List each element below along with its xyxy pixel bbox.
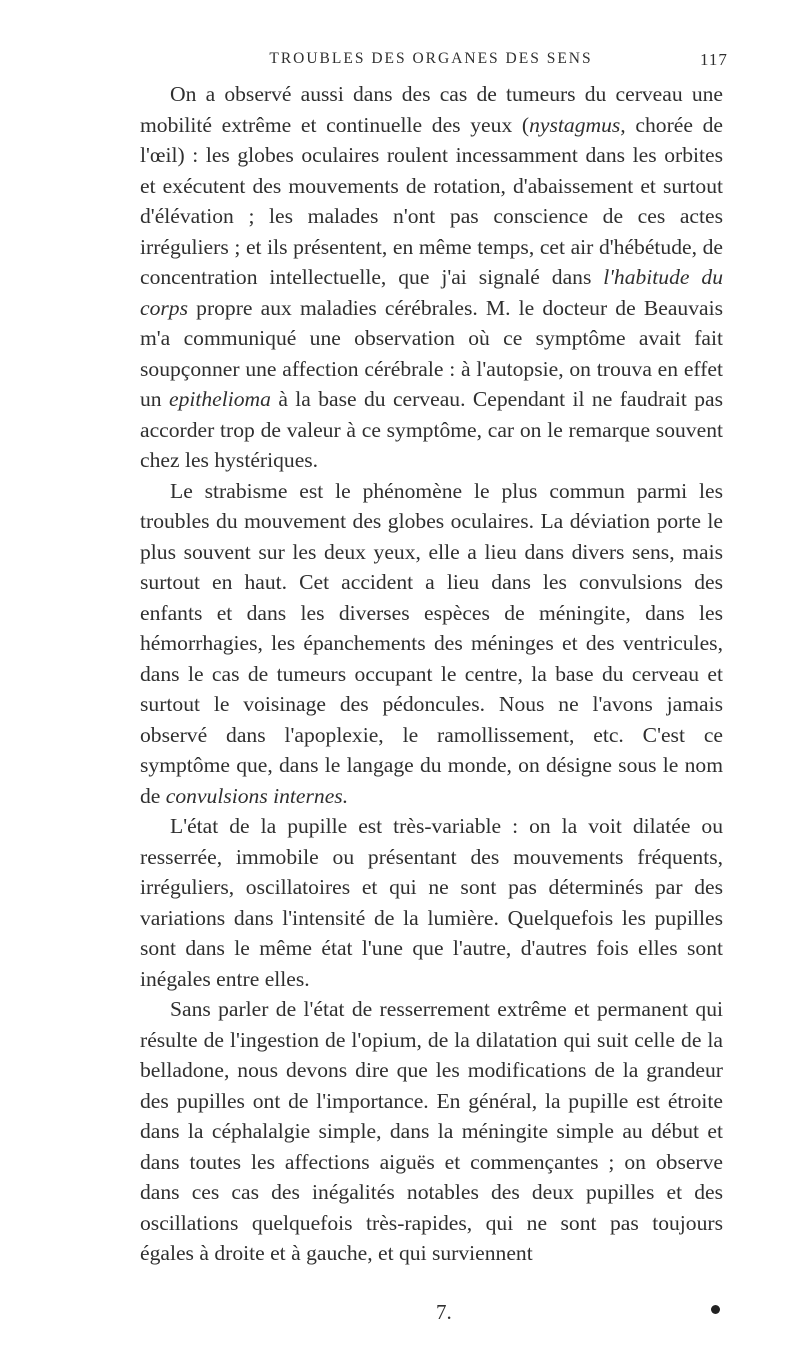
p1-text-d: à la base du cerveau. Cependant il ne faudrait pas accorder trop de valeur à ce symptôme, car on le remarque souvent chez les hystériques. <box>140 387 723 472</box>
p1-italic-habitude: l'habitude du corps <box>140 265 723 320</box>
p1-text-a: On a observé aussi dans des cas de tumeurs du cerveau une mobilité extrême et continuelle des yeux ( <box>140 82 723 137</box>
paragraph-3: L'état de la pupille est très-variable : on la voit dilatée ou resserrée, immobile ou présentant des mouvements fréquents, irréguliers, oscillatoires et qui ne sont pas déterminés par des variations dans l'intensité de la lumière. Quelquefois les pupilles sont dans le même état l'une que l'autre, d'autres fois elles sont inégales entre elles. <box>140 814 723 991</box>
paragraph-2 <box>140 476 723 812</box>
p1-text-b: chorée de l'œil) : les globes oculaires roulent incessamment dans les orbites et exécutent des mouvements de rotation, d'abaissement et surtout d'élévation ; les malades n'ont pas conscience de ces actes irréguliers ; et ils présentent, en même temps, cet air d'hébétude, de concentration intellectuelle, que j'ai signalé dans <box>140 112 724 289</box>
p1-text-c: propre aux maladies cérébrales. M. le docteur de Beauvais m'a communiqué une observation où ce symptôme avait fait soupçonner une affection cérébrale : à l'autopsie, on trouva en effet un <box>140 295 723 411</box>
paragraph-4: Sans parler de l'état de resserrement extrême et permanent qui résulte de l'ingestion de l'opium, de la dilatation qui suit celle de la belladone, nous devons dire que les modifications de la grandeur des pupilles ont de l'importance. En général, la pupille est étroite dans la céphalalgie simple, dans la méningite simple au début et dans toutes les affections aiguës et commençantes ; on observe dans ces cas des inégalités notables des deux pupilles et des oscillations quelquefois très-rapides, qui ne sont pas toujours égales à droite et à gauche, et qui surviennent <box>140 997 723 1265</box>
p1-italic-nystagmus: nystagmus, <box>529 112 626 137</box>
page-number: 117 <box>700 50 728 69</box>
paragraph-1 <box>140 79 723 476</box>
p1-italic-epithelioma: epithelioma <box>168 387 271 411</box>
body-text <box>140 79 723 1269</box>
signature-mark: 7. <box>436 1300 452 1324</box>
p2-text-a: Le strabisme est le phénomène le plus commun parmi les troubles du mouvement des globes oculaires. La déviation porte le plus souvent sur les deux yeux, elle a lieu dans divers sens, mais surtout en haut. Cet accident a lieu dans les convulsions des enfants et dans les diverses espèces de méningite, dans les hémorrhagies, les épanchements des méninges et des ventricules, dans le cas de tumeurs occupant le centre, la base du cerveau et surtout le voisinage des pédoncules. Nous ne l'avons jamais observé dans l'apoplexie, le ramollissement, etc. C'est ce symptôme que, dans le langage du monde, on désigne sous le nom de <box>140 478 723 808</box>
ink-dot <box>711 1305 720 1314</box>
p2-italic-convulsions: convulsions internes. <box>165 783 349 808</box>
running-head: TROUBLES DES ORGANES DES SENS <box>269 50 593 67</box>
